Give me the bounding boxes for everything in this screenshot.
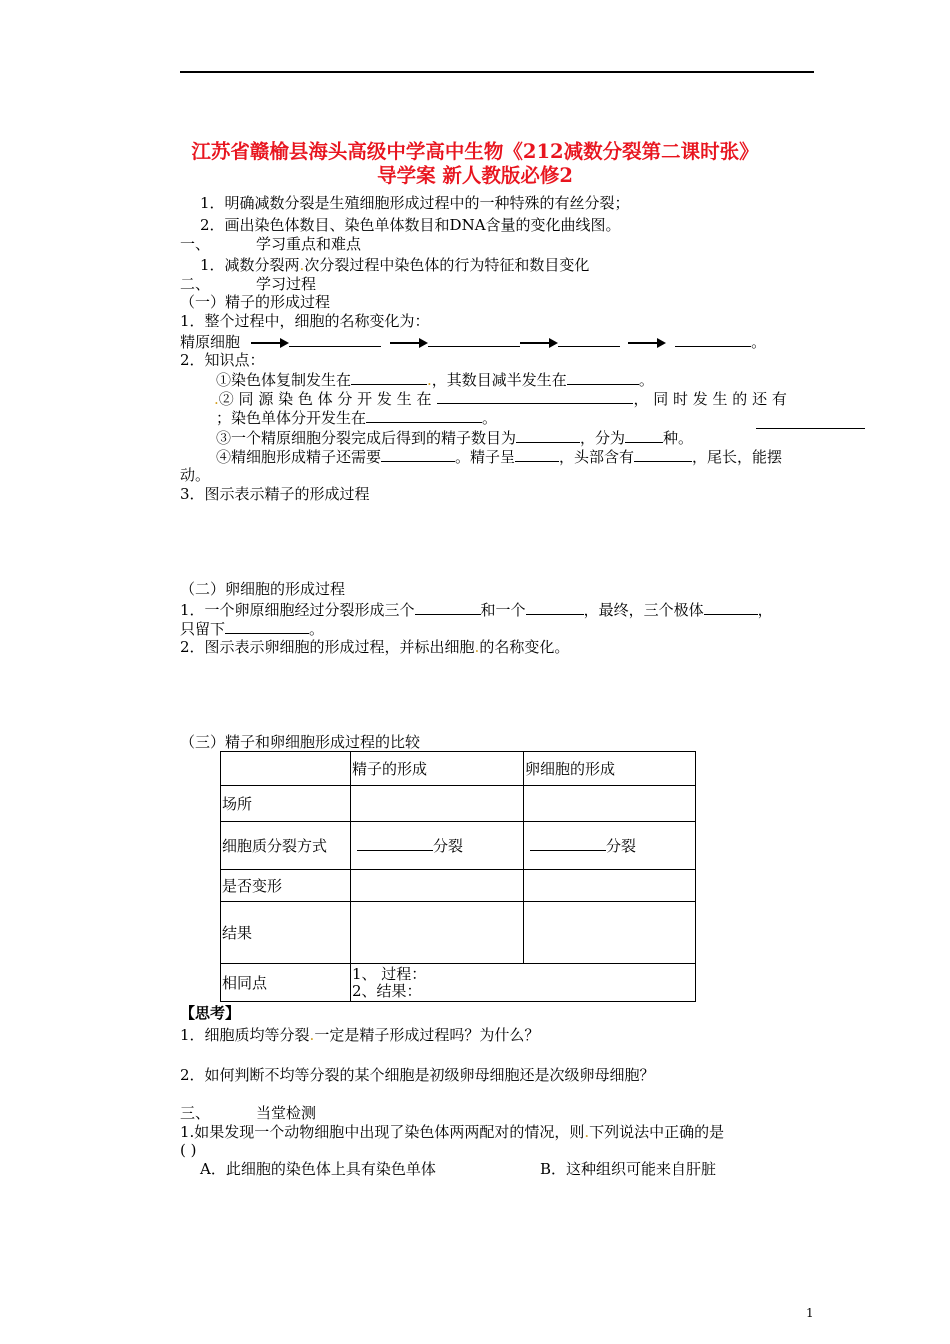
part3-heading: （三）精子和卵细胞形成过程的比较	[180, 733, 421, 751]
start-cell-label: 精原细胞	[180, 333, 241, 351]
p2-q1-a: 1．一个卵原细胞经过分裂形成三个	[180, 601, 415, 619]
section1-item-a: 1．减数分裂两	[200, 256, 300, 274]
s3-q1-b: 下列说法中正确的是	[589, 1123, 725, 1141]
think-q1-b: 一定是精子形成过程吗？为什么？	[314, 1026, 540, 1044]
row-label-same: 相同点	[221, 964, 351, 1002]
answer-blank[interactable]	[558, 332, 620, 347]
table-cell[interactable]	[524, 902, 696, 964]
table-cell[interactable]	[351, 902, 524, 964]
k2-text-d: 。	[482, 409, 498, 427]
objective-1: 1．明确减数分裂是生殖细胞形成过程中的一种特殊的有丝分裂；	[200, 194, 630, 212]
arrow-icon	[520, 336, 558, 350]
answer-blank[interactable]	[704, 600, 758, 615]
doc-title-line2: 导学案 新人教版必修2	[377, 164, 573, 187]
answer-blank[interactable]	[289, 332, 381, 347]
arrow-icon	[390, 336, 428, 350]
k1-text-a: ①染色体复制发生在	[216, 371, 352, 389]
section3-q1: 1.如果发现一个动物细胞中出现了染色体两两配对的情况，则.下列说法中正确的是	[180, 1123, 725, 1141]
section1-heading	[180, 235, 361, 254]
table-cell[interactable]	[351, 870, 524, 902]
stray-rule	[756, 428, 865, 429]
answer-blank[interactable]	[415, 600, 481, 615]
knowledge-3	[216, 428, 693, 448]
table-cell[interactable]	[524, 822, 696, 870]
option-a: A．此细胞的染色体上具有染色单体	[200, 1160, 436, 1178]
part1-q2: 2．知识点：	[180, 351, 265, 369]
option-b: B．这种组织可能来自肝脏	[540, 1160, 717, 1178]
knowledge-2: .② 同 源 染 色 体 分 开 发 生 在 ， 同 时 发 生 的 还 有	[214, 390, 787, 408]
arrow-icon	[251, 336, 289, 350]
header-rule	[180, 71, 814, 73]
p2-q1-c: ，最终，三个极体	[583, 601, 704, 619]
s3-q1-a: 1.如果发现一个动物细胞中出现了染色体两两配对的情况，则	[180, 1123, 585, 1141]
section1-item: 1．减数分裂两.次分裂过程中染色体的行为特征和数目变化	[200, 256, 590, 274]
answer-blank[interactable]	[516, 428, 580, 443]
table-cell[interactable]	[524, 870, 696, 902]
split-word: 分裂	[433, 837, 464, 855]
k4-text-c: ，头部含有	[559, 448, 635, 466]
answer-blank[interactable]	[634, 447, 692, 462]
answer-blank[interactable]	[526, 600, 584, 615]
think-q1: 1．细胞质均等分裂.一定是精子形成过程吗？为什么？	[180, 1026, 540, 1044]
part2-q2: 2．图示表示卵细胞的形成过程，并标出细胞.的名称变化。	[180, 638, 570, 656]
objective-2: 2．画出染色体数目、染色单体数目和DNA含量的变化曲线图。	[200, 216, 621, 234]
table-cell[interactable]	[351, 822, 524, 870]
k2-text-c: ；染色单体分开发生在	[216, 409, 367, 427]
answer-blank[interactable]	[428, 332, 520, 347]
answer-blank[interactable]	[437, 389, 633, 404]
part2-q1-cont	[180, 619, 324, 639]
section3-heading	[180, 1104, 316, 1123]
table-header-egg: 卵细胞的形成	[524, 752, 696, 786]
answer-blank[interactable]	[351, 370, 427, 385]
answer-blank[interactable]	[675, 332, 751, 347]
part1-heading: （一）精子的形成过程	[180, 293, 331, 311]
p2-q2-a: 2．图示表示卵细胞的形成过程，并标出细胞	[180, 638, 475, 656]
answer-blank[interactable]	[381, 447, 455, 462]
k4-text-d: ，尾长，能摆	[692, 448, 783, 466]
answer-blank[interactable]	[530, 836, 606, 851]
knowledge-2-cont	[216, 408, 497, 428]
end-mark: 。	[751, 333, 767, 351]
knowledge-1: ①染色体复制发生在 .，其数目减半发生在 。	[216, 371, 654, 389]
answer-blank[interactable]	[366, 408, 482, 423]
k4-text-a: ④精细胞形成精子还需要	[216, 448, 382, 466]
row-label-place: 场所	[221, 786, 351, 822]
same-point-2: 2、结果：	[352, 981, 422, 1000]
section2-number: 二、	[180, 275, 211, 293]
table-header-sperm: 精子的形成	[351, 752, 524, 786]
section2-title: 学习过程	[256, 275, 317, 293]
row-label-result: 结果	[221, 902, 351, 964]
think-q2: 2．如何判断不均等分裂的某个细胞是初级卵母细胞还是次级卵母细胞？	[180, 1066, 655, 1084]
knowledge-4	[216, 447, 782, 467]
k3-text-a: ③一个精原细胞分裂完成后得到的精子数目为	[216, 429, 517, 447]
part2-heading: （二）卵细胞的形成过程	[180, 580, 346, 598]
answer-blank[interactable]	[357, 836, 433, 851]
k1-text-b: ，其数目减半发生在	[431, 371, 567, 389]
answer-blank[interactable]	[567, 370, 639, 385]
answer-blank[interactable]	[225, 619, 309, 634]
section3-q1-paren: ( )	[180, 1141, 197, 1159]
table-row	[221, 964, 696, 1002]
row-label-deform: 是否变形	[221, 870, 351, 902]
doc-title-line1: 江苏省赣榆县海头高级中学高中生物《212减数分裂第二课时张》	[191, 140, 759, 163]
p2-q1-e: 只留下	[180, 620, 226, 638]
table-cell	[221, 752, 351, 786]
comparison-table	[220, 751, 696, 1002]
section1-item-b: 次分裂过程中染色体的行为特征和数目变化	[304, 256, 590, 274]
think-q1-a: 1．细胞质均等分裂	[180, 1026, 310, 1044]
section3-number: 三、	[180, 1104, 211, 1122]
k2-text-a: ② 同 源 染 色 体 分 开 发 生 在	[218, 390, 432, 408]
p2-q1-d: ，	[757, 601, 773, 619]
k3-text-c: 种。	[663, 429, 694, 447]
answer-blank[interactable]	[625, 428, 663, 443]
table-cell[interactable]	[351, 964, 696, 1002]
split-word: 分裂	[606, 837, 637, 855]
k4-text-b: 。精子呈	[455, 448, 516, 466]
part1-q3: 3．图示表示精子的形成过程	[180, 485, 370, 503]
row-label-cytoplasm: 细胞质分裂方式	[221, 822, 351, 870]
section1-number: 一、	[180, 235, 211, 253]
p2-q1-f: 。	[309, 620, 325, 638]
k2-text-b: ， 同 时 发 生 的 还 有	[633, 390, 787, 408]
p2-q2-b: 的名称变化。	[479, 638, 570, 656]
same-point-1: 1、 过程：	[352, 964, 427, 983]
table-cell[interactable]	[351, 786, 524, 822]
think-heading: 【思考】	[180, 1004, 241, 1022]
part1-q1: 1．整个过程中，细胞的名称变化为：	[180, 312, 430, 330]
knowledge-4-cont: 动。	[180, 466, 211, 484]
k3-text-b: ，分为	[580, 429, 626, 447]
table-row	[221, 902, 696, 964]
section2-heading	[180, 275, 316, 294]
answer-blank[interactable]	[515, 447, 559, 462]
table-row	[221, 786, 696, 822]
part2-q1	[180, 600, 773, 620]
table-row	[221, 870, 696, 902]
table-row	[221, 752, 696, 786]
arrow-icon	[628, 336, 666, 350]
page-number: 1	[806, 1306, 814, 1320]
table-cell[interactable]	[524, 786, 696, 822]
section3-title: 当堂检测	[256, 1104, 317, 1122]
cell-sequence	[180, 332, 766, 352]
section1-title: 学习重点和难点	[256, 235, 362, 253]
table-row	[221, 822, 696, 870]
p2-q1-b: 和一个	[480, 601, 526, 619]
k1-text-c: 。	[638, 371, 654, 389]
